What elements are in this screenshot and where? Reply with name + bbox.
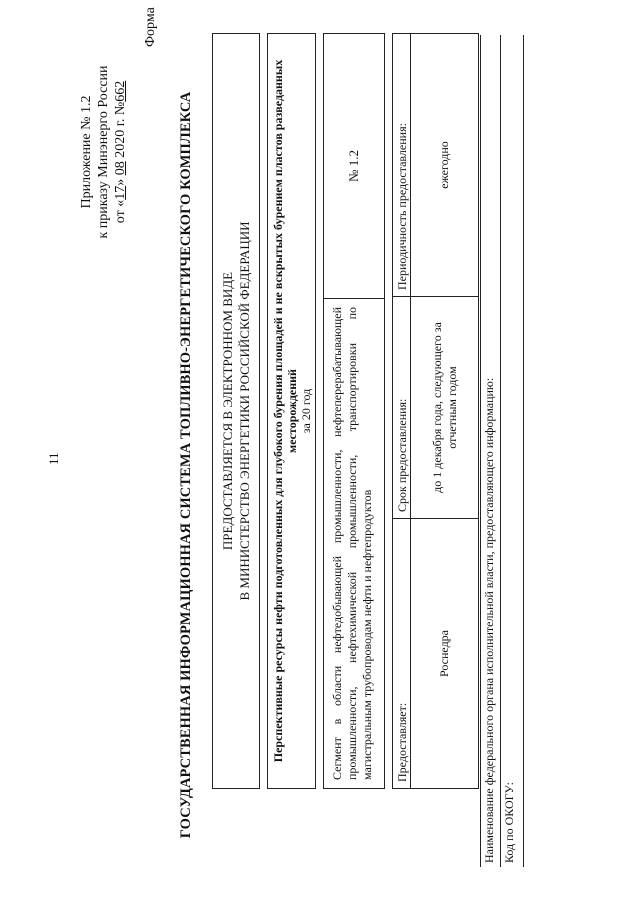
footer-table bbox=[480, 35, 524, 867]
form-label: Форма bbox=[143, 7, 158, 47]
electronic-notice-line1: ПРЕДОСТАВЛЯЕТСЯ В ЭЛЕКТРОННОМ ВИДЕ bbox=[220, 271, 235, 551]
deadline-header: Срок предоставления: bbox=[393, 297, 411, 518]
appendix-date: от «17» 08 2020 г. №662 bbox=[113, 80, 128, 224]
submitter-header: Предоставляет: bbox=[393, 519, 411, 788]
appendix-month: 08 bbox=[113, 161, 128, 176]
frequency-header: Периодичность предоставления: bbox=[393, 34, 411, 296]
appendix-order: к приказу Минэнерго России bbox=[96, 65, 111, 239]
authority-row: Наименование федерального органа исполнительной власти, предоставляющего информацию: bbox=[481, 35, 501, 867]
electronic-notice-line2: В МИНИСТЕРСТВО ЭНЕРГЕТИКИ РОССИЙСКОЙ ФЕДЕРАЦИИ bbox=[237, 221, 252, 601]
appendix-block bbox=[78, 47, 129, 257]
form-title bbox=[267, 33, 316, 789]
appendix-title: Приложение № 1.2 bbox=[79, 95, 94, 209]
system-title: ГОСУДАРСТВЕННАЯ ИНФОРМАЦИОННАЯ СИСТЕМА ТОПЛИВНО-ЭНЕРГЕТИЧЕСКОГО КОМПЛЕКСА bbox=[178, 91, 194, 839]
electronic-notice bbox=[212, 33, 260, 789]
submitter-value: Роснедра bbox=[437, 629, 451, 678]
appendix-day: 17 bbox=[113, 185, 128, 200]
deadline-value: до 1 декабря года, следующего за отчетным годом bbox=[429, 322, 459, 493]
form-title-period: за 20 год bbox=[298, 388, 313, 434]
submission-table bbox=[392, 33, 479, 789]
segment-text: Сегмент в области нефтедобывающей промышленности, нефтеперерабатывающей промышленности, нефтехимической промышленности, транспортировки по магистральным трубопроводам нефти и нефтепродуктов bbox=[324, 298, 384, 788]
form-title-line2: месторождений bbox=[284, 369, 299, 453]
submitter-column bbox=[393, 518, 478, 788]
frequency-column bbox=[393, 34, 478, 296]
okogu-row: Код по ОКОГУ: bbox=[502, 782, 516, 863]
appendix-number: 662 bbox=[113, 80, 128, 102]
deadline-column bbox=[393, 296, 478, 518]
segment-row bbox=[323, 33, 385, 789]
form-title-line1: Перспективные ресурсы нефти подготовленных для глубокого бурения площадей и не вскрытых бурением пластов разведанных bbox=[270, 59, 285, 763]
page-number: 11 bbox=[46, 452, 61, 465]
form-number: № 1.2 bbox=[346, 150, 361, 182]
frequency-value: ежегодно bbox=[437, 141, 451, 189]
